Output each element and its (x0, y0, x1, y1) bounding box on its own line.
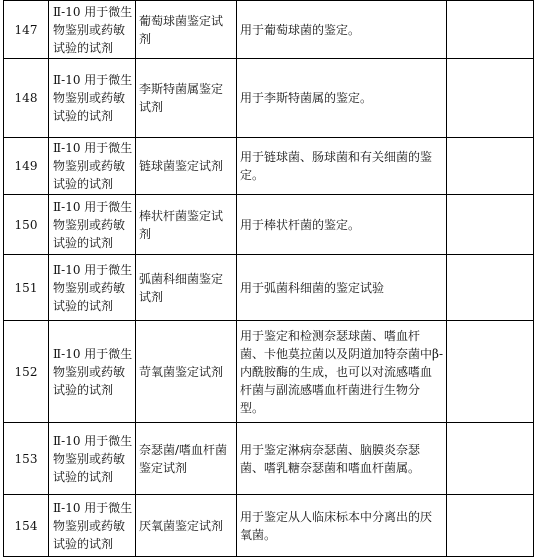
empty-cell (447, 255, 534, 321)
product-name-cell: 苛氧菌鉴定试剂 (136, 321, 237, 423)
intended-use-cell: 用于鉴定淋病奈瑟菌、脑膜炎奈瑟菌、嗜乳糖奈瑟菌和嗜血杆菌属。 (237, 423, 447, 495)
row-number: 153 (4, 423, 49, 495)
device-catalog-table (3, 0, 534, 557)
category-cell: Ⅱ-10 用于微生物鉴别或药敏试验的试剂 (49, 195, 136, 255)
category-cell: Ⅱ-10 用于微生物鉴别或药敏试验的试剂 (49, 1, 136, 59)
device-catalog-table-container (3, 0, 534, 557)
empty-cell (447, 59, 534, 138)
table-row (4, 195, 534, 255)
row-number: 148 (4, 59, 49, 138)
category-cell: Ⅱ-10 用于微生物鉴别或药敏试验的试剂 (49, 138, 136, 195)
empty-cell (447, 1, 534, 59)
table-row (4, 1, 534, 59)
category-cell: Ⅱ-10 用于微生物鉴别或药敏试验的试剂 (49, 59, 136, 138)
row-number: 151 (4, 255, 49, 321)
product-name-cell: 奈瑟菌/嗜血杆菌鉴定试剂 (136, 423, 237, 495)
product-name-cell: 弧菌科细菌鉴定试剂 (136, 255, 237, 321)
table-row (4, 138, 534, 195)
empty-cell (447, 138, 534, 195)
empty-cell (447, 195, 534, 255)
empty-cell (447, 423, 534, 495)
intended-use-cell: 用于李斯特菌属的鉴定。 (237, 59, 447, 138)
intended-use-cell: 用于鉴定从人临床标本中分离出的厌氧菌。 (237, 495, 447, 557)
row-number: 150 (4, 195, 49, 255)
intended-use-cell: 用于鉴定和检测奈瑟球菌、嗜血杆菌、卡他莫拉菌以及阴道加特奈菌中β-内酰胺酶的生成，也可以对流感嗜血杆菌与副流感嗜血杆菌进行生物分型。 (237, 321, 447, 423)
table-row (4, 255, 534, 321)
table-row (4, 321, 534, 423)
intended-use-cell: 用于棒状杆菌的鉴定。 (237, 195, 447, 255)
row-number: 152 (4, 321, 49, 423)
category-cell: Ⅱ-10 用于微生物鉴别或药敏试验的试剂 (49, 495, 136, 557)
product-name-cell: 棒状杆菌鉴定试剂 (136, 195, 237, 255)
row-number: 154 (4, 495, 49, 557)
product-name-cell: 葡萄球菌鉴定试剂 (136, 1, 237, 59)
row-number: 147 (4, 1, 49, 59)
row-number: 149 (4, 138, 49, 195)
category-cell: Ⅱ-10 用于微生物鉴别或药敏试验的试剂 (49, 255, 136, 321)
empty-cell (447, 321, 534, 423)
table-row (4, 423, 534, 495)
table-row (4, 59, 534, 138)
empty-cell (447, 495, 534, 557)
product-name-cell: 李斯特菌属鉴定试剂 (136, 59, 237, 138)
category-cell: Ⅱ-10 用于微生物鉴别或药敏试验的试剂 (49, 321, 136, 423)
product-name-cell: 厌氧菌鉴定试剂 (136, 495, 237, 557)
table-row (4, 495, 534, 557)
category-cell: Ⅱ-10 用于微生物鉴别或药敏试验的试剂 (49, 423, 136, 495)
intended-use-cell: 用于弧菌科细菌的鉴定试验 (237, 255, 447, 321)
intended-use-cell: 用于链球菌、肠球菌和有关细菌的鉴定。 (237, 138, 447, 195)
intended-use-cell: 用于葡萄球菌的鉴定。 (237, 1, 447, 59)
product-name-cell: 链球菌鉴定试剂 (136, 138, 237, 195)
